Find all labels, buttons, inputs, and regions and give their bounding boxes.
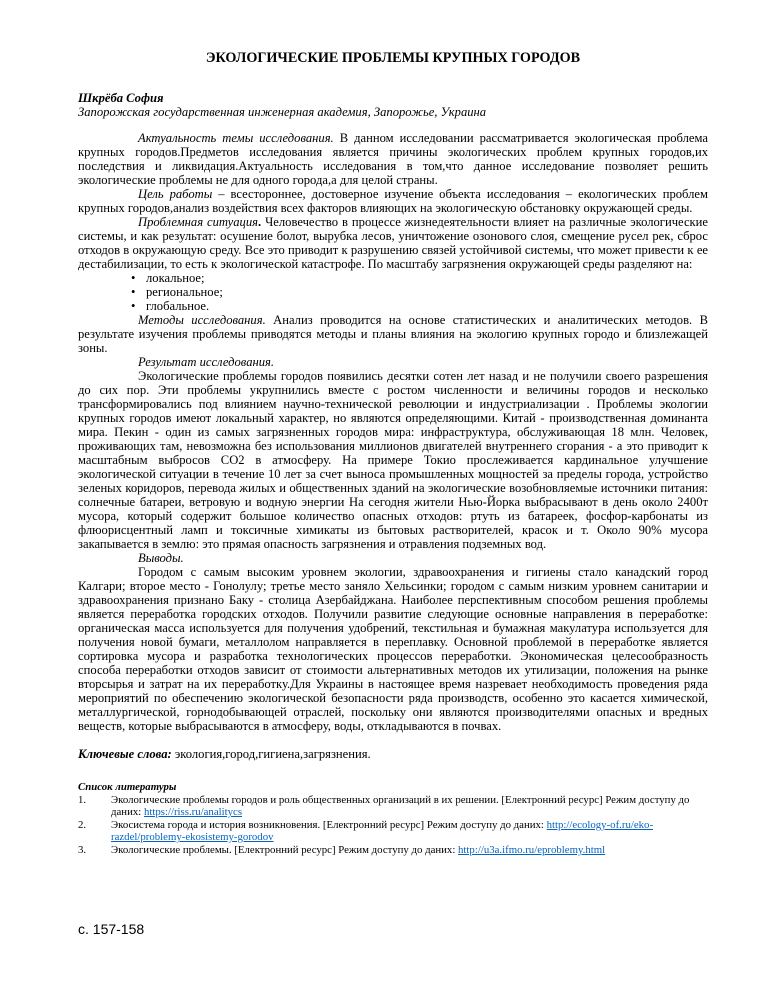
results-label: Результат исследования. [138, 355, 275, 369]
page-number: с. 157-158 [78, 921, 145, 937]
reference-item: 2. Экосистема города и история возникновения. [Електронний ресурс] Режим доступу до даних: http://ecology-of.ru/eko-razdel/problemy-ekosistemy-gorodov [78, 818, 654, 844]
reference-link[interactable]: https://riss.ru/analitycs [143, 806, 243, 819]
article-body [78, 50, 708, 856]
list-item: • региональное; [131, 285, 223, 299]
methods-text: Анализ проводится на основе статистических и аналитических методов. В результате изучения проблемы приводятся методы и планы влияния на экологию крупных городо и близлежащей зоны. [78, 313, 708, 355]
article-title: ЭКОЛОГИЧЕСКИЕ ПРОБЛЕМЫ КРУПНЫХ ГОРОДОВ [205, 50, 581, 66]
problem-label-dot: . [258, 215, 262, 229]
results-paragraph: Экологические проблемы городов появились десятки сотен лет назад и не получили своего разрешения до сих пор. Эти проблемы укрупнились вместе с ростом численности и величины городов и несколько трансформировались под влиянием научно-технической революции и индустриализации . Проблемы экологии крупных городов имеют локальный характер, но являются определяющими. Китай - производственная доминанта мира. Пекин - один из самых загрязненных городов мира: инфраструктура, обслуживающая 18 млн. Человек, проживающих там, невозможна без использования миллионов двигателей внутреннего сгорания - а это приводит к масштабным выбросов СО2 в атмосферу. На примере Токио прослеживается кардинальное улучшение экологической ситуации в течение 10 лет за счет выноса промышленных мощностей за пределы города, устройство зеленых коридоров, перевода жилых и общественных зданий на экологические возобновляемые источники питания: солнечные батареи, ветровую и водную энергии На сегодня жители Нью-Йорка выбрасывают в день около 2400т мусора, который содержит большое количество опасных отходов: ртуть из батареек, фосфор-карбонаты из флюорисцентный ламп и токсичные химикаты из бытовых растворителей, красок и т. Около 90% мусора закапывается в землю: это прямая опасность загрязнения и отравления подземных вод. [78, 369, 708, 551]
bullet-icon: • [131, 285, 136, 299]
conclusions-label: Выводы. [138, 551, 184, 565]
problem-text: Человечество в процессе жизнедеятельности влияет на различные экологические системы, и как результат: осушение болот, вырубка лесов, уничтожение озонового слоя, смещение русел рек, сброс отходов в окружающую среду. Все это приводит к разрушению связей устойчивой системы, что может привести к ее дестабилизации, то есть к экологической катастрофе. По масштабу загрязнения окружающей среды разделяют на: [78, 215, 708, 271]
keywords-label: Ключевые слова: [78, 747, 172, 761]
relevance-paragraph [78, 131, 708, 187]
reference-item: 1. Экологические проблемы городов и роль общественных организаций в их решении. [Електронний ресурс] Режим доступу до даних: https://riss.ru/analitycs [78, 794, 690, 819]
list-item: • глобальное. [131, 299, 210, 313]
references [78, 781, 708, 856]
reference-item: 3. Экологические проблемы. [Електронний ресурс] Режим доступу до даних: http://u3a.ifmo.ru/eproblemy.html [78, 843, 606, 856]
keywords [78, 747, 708, 761]
methods-label: Методы исследования. [138, 313, 266, 327]
pollution-scale-list [78, 271, 708, 313]
keywords-text: экология,город,гигиена,загрязнения. [171, 747, 371, 761]
goal-text: – всестороннее, достоверное изучение объекта исследования – екологических проблем крупных городов,анализ воздействия всех факторов влияющих на экологическую обстановку окружающей среды. [78, 187, 708, 215]
author-name: Шкрёба София [78, 91, 164, 105]
reference-link[interactable]: http://ecology-of.ru/eko-razdel/problemy-ekosistemy-gorodov [111, 818, 654, 844]
list-item: • локальное; [131, 271, 205, 285]
author-affiliation: Запорожская государственная инженерная академия, Запорожье, Украина [78, 105, 487, 119]
problem-paragraph [78, 215, 708, 271]
bullet-icon: • [131, 271, 136, 285]
conclusions-paragraph: Городом с самым высоким уровнем экологии, здравоохранения и гигиены стало канадский город Калгари; второе место - Гонолулу; третье место заняло Хельсинки; городом с самым низким уровнем санитарии и здравоохранения признано Баку - столица Азербайджана. Наиболее перспективным способом решения проблемы является переработка городских отходов. Получили развитие следующие основные направления в переработке: органическая масса используется для получения удобрений, текстильная и бумажная макулатура используется для получения новой бумаги, металлолом направляется в переплавку. Основной проблемой в переработке является сортировка мусора и разработка технологических процессов переработки. Экономическая целесообразность способа переработки отходов зависит от стоимости альтернативных методов их утилизации, положения на рынке вторсырья и затрат на их переработку.Для Украины в настоящее время назревает необходимость проведения ряда мероприятий по обеспечению экологической безопасности ряда производств, особенно это касается химической, металлургической, горнодобывающей отраслей, поскольку они являются производителями опасных и вредных веществ, которые выбрасываются в атмосферу, воды, откладываются в почвах. [78, 565, 708, 733]
goal-paragraph [78, 187, 708, 215]
methods-paragraph [78, 313, 708, 355]
reference-link[interactable]: http://u3a.ifmo.ru/eproblemy.html [458, 843, 606, 856]
goal-label: Цель работы [138, 187, 213, 201]
relevance-label: Актуальность темы исследования. [138, 131, 334, 145]
references-heading: Список литературы [78, 781, 177, 793]
bullet-icon: • [131, 299, 136, 313]
relevance-text: В данном исследовании рассматривается экологическая проблема крупных городов.Предметов исследования является причины экологических проблем крупных городов,их последствия и ликвидация.Актуальность исследования в том,что данное исследование позволяет решить экологические проблемы не для одного города,а для целой страны. [78, 131, 708, 187]
problem-label: Проблемная ситуация [138, 215, 258, 229]
